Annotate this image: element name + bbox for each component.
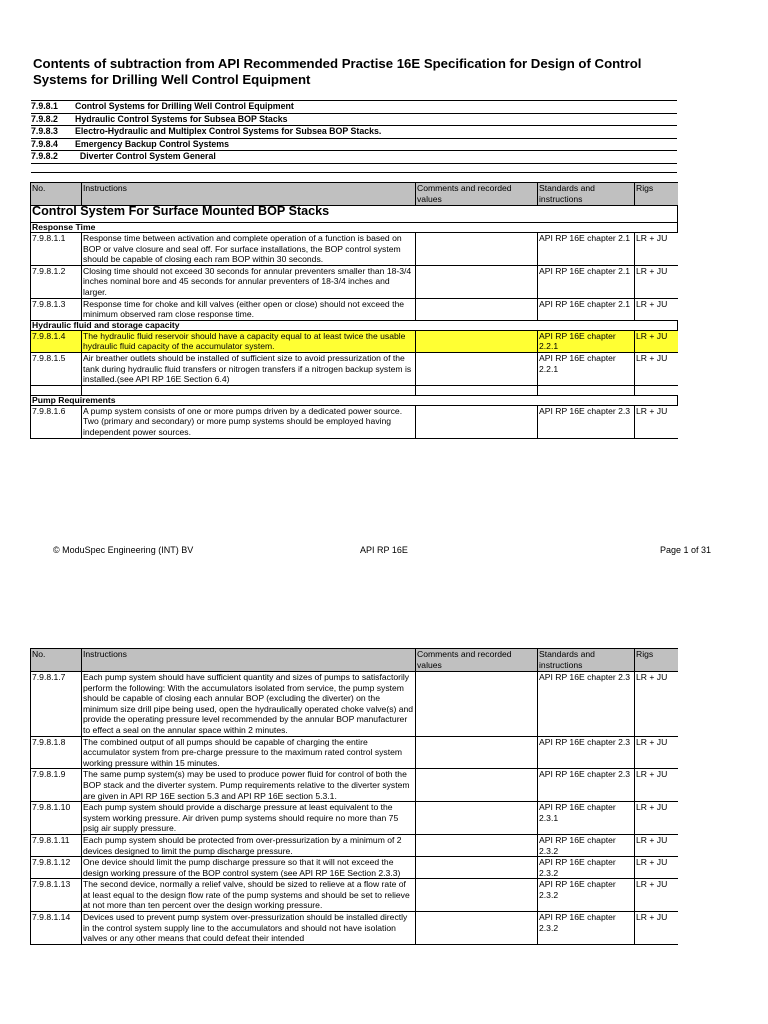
document-title: Contents of subtraction from API Recommended Practise 16E Specification for Design of Control Systems for Drilling Well Control Equipment bbox=[33, 56, 642, 87]
row-number: 7.9.8.1.7 bbox=[31, 672, 82, 737]
row-standard: API RP 16E chapter 2.3 bbox=[538, 769, 635, 802]
row-rigs: LR + JU bbox=[635, 857, 678, 879]
row-number: 7.9.8.1.3 bbox=[31, 298, 82, 320]
row-instruction: A pump system consists of one or more pumps driven by a dedicated power source. Two (primary and secondary) or more pump systems should be employed having independent power sources. bbox=[82, 405, 416, 438]
footer-document-name: API RP 16E bbox=[360, 545, 408, 555]
row-comments bbox=[416, 233, 538, 266]
table-row-highlighted bbox=[31, 330, 678, 352]
row-comments bbox=[416, 330, 538, 352]
row-rigs: LR + JU bbox=[635, 233, 678, 266]
row-standard: API RP 16E chapter 2.1 bbox=[538, 298, 635, 320]
table-row bbox=[31, 857, 678, 879]
row-rigs: LR + JU bbox=[635, 769, 678, 802]
row-comments bbox=[416, 405, 538, 438]
row-number: 7.9.8.1.5 bbox=[31, 352, 82, 385]
table-row bbox=[31, 672, 678, 737]
row-comments bbox=[416, 736, 538, 769]
section-title-row bbox=[31, 206, 678, 223]
table-of-contents bbox=[31, 100, 677, 164]
subheading-hydraulic-fluid: Hydraulic fluid and storage capacity bbox=[31, 320, 678, 330]
row-number: 7.9.8.1.13 bbox=[31, 879, 82, 912]
row-comments bbox=[416, 802, 538, 835]
header-no: No. bbox=[31, 649, 82, 672]
row-number: 7.9.8.1.1 bbox=[31, 233, 82, 266]
toc-row bbox=[31, 114, 677, 127]
row-standard: API RP 16E chapter 2.3.2 bbox=[538, 879, 635, 912]
row-instruction: Each pump system should be protected from over-pressurization by a minimum of 2 devices designed to limit the pump discharge pressure. bbox=[82, 834, 416, 856]
header-comments: Comments and recorded values bbox=[416, 183, 538, 206]
row-rigs: LR + JU bbox=[635, 672, 678, 737]
row-number: 7.9.8.1.2 bbox=[31, 265, 82, 298]
toc-number: 7.9.8.2 bbox=[31, 151, 58, 161]
toc-title: Electro-Hydraulic and Multiplex Control Systems for Subsea BOP Stacks. bbox=[75, 126, 382, 136]
blank-row bbox=[31, 385, 678, 395]
row-instruction: The second device, normally a relief valve, should be sized to relieve at a flow rate of at least equal to the design flow rate of the pump systems and should be set to relieve at not more than ten percent over the design working pressure. bbox=[82, 879, 416, 912]
row-number: 7.9.8.1.10 bbox=[31, 802, 82, 835]
header-no: No. bbox=[31, 183, 82, 206]
toc-number: 7.9.8.3 bbox=[31, 126, 58, 136]
header-rigs: Rigs bbox=[635, 649, 678, 672]
footer-copyright: © ModuSpec Engineering (INT) BV bbox=[53, 545, 194, 555]
row-instruction: One device should limit the pump discharge pressure so that it will not exceed the design working pressure of the BOP control system (see API RP 16E Section 2.3.3) bbox=[82, 857, 416, 879]
toc-title: Diverter Control System General bbox=[75, 151, 216, 161]
row-number: 7.9.8.1.11 bbox=[31, 834, 82, 856]
toc-number: 7.9.8.2 bbox=[31, 113, 58, 124]
row-number: 7.9.8.1.14 bbox=[31, 912, 82, 945]
row-rigs: LR + JU bbox=[635, 298, 678, 320]
toc-number: 7.9.8.1 bbox=[31, 101, 58, 111]
toc-row bbox=[31, 139, 677, 152]
table-row bbox=[31, 879, 678, 912]
row-comments bbox=[416, 672, 538, 737]
header-rigs: Rigs bbox=[635, 183, 678, 206]
row-standard: API RP 16E chapter 2.3.2 bbox=[538, 834, 635, 856]
row-rigs: LR + JU bbox=[635, 802, 678, 835]
row-standard: API RP 16E chapter 2.3.1 bbox=[538, 802, 635, 835]
toc-title: Control Systems for Drilling Well Control Equipment bbox=[75, 101, 294, 111]
row-number: 7.9.8.1.9 bbox=[31, 769, 82, 802]
toc-title: Emergency Backup Control Systems bbox=[75, 138, 229, 149]
table-row bbox=[31, 802, 678, 835]
table-header-row bbox=[31, 649, 678, 672]
row-instruction: Closing time should not exceed 30 seconds for annular preventers smaller than 18-3/4 inches nominal bore and 45 seconds for annular preventers of 18-3/4 inches and larger. bbox=[82, 265, 416, 298]
row-standard: API RP 16E chapter 2.2.1 bbox=[538, 330, 635, 352]
row-rigs: LR + JU bbox=[635, 405, 678, 438]
requirements-table-page-1 bbox=[30, 182, 678, 439]
header-instructions: Instructions bbox=[82, 649, 416, 672]
row-standard: API RP 16E chapter 2.1 bbox=[538, 265, 635, 298]
toc-row bbox=[31, 151, 677, 164]
row-rigs: LR + JU bbox=[635, 834, 678, 856]
subheading-response-time: Response Time bbox=[31, 223, 678, 233]
table-row bbox=[31, 352, 678, 385]
footer-page-number: Page 1 of 31 bbox=[660, 545, 712, 555]
table-row bbox=[31, 233, 678, 266]
table-row bbox=[31, 769, 678, 802]
row-comments bbox=[416, 298, 538, 320]
row-comments bbox=[416, 834, 538, 856]
header-standards: Standards and instructions bbox=[538, 183, 635, 206]
table-row bbox=[31, 736, 678, 769]
subheading-row bbox=[31, 223, 678, 233]
row-comments bbox=[416, 769, 538, 802]
row-number: 7.9.8.1.4 bbox=[31, 330, 82, 352]
row-standard: API RP 16E chapter 2.2.1 bbox=[538, 352, 635, 385]
row-rigs: LR + JU bbox=[635, 330, 678, 352]
row-standard: API RP 16E chapter 2.3 bbox=[538, 405, 635, 438]
row-instruction: Each pump system should have sufficient quantity and sizes of pumps to satisfactorily perform the following: With the accumulators isolated from service, the pump system should be capable of closing each annular BOP (excluding the diverter) on the minimum size drill pipe being used, open the hydraulically operated choke valve(s) and provide the operating pressure level recommended by the annular BOP manufacturer to effect a seal on the annular space within 2 minutes. bbox=[82, 672, 416, 737]
divider bbox=[31, 172, 677, 173]
requirements-table-page-2 bbox=[30, 648, 678, 945]
table-row bbox=[31, 912, 678, 945]
header-standards: Standards and instructions bbox=[538, 649, 635, 672]
row-number: 7.9.8.1.8 bbox=[31, 736, 82, 769]
toc-number: 7.9.8.4 bbox=[31, 138, 58, 149]
toc-title: Hydraulic Control Systems for Subsea BOP Stacks bbox=[75, 113, 288, 124]
table-row bbox=[31, 834, 678, 856]
row-number: 7.9.8.1.6 bbox=[31, 405, 82, 438]
row-standard: API RP 16E chapter 2.3.2 bbox=[538, 912, 635, 945]
table-row bbox=[31, 265, 678, 298]
row-standard: API RP 16E chapter 2.3 bbox=[538, 736, 635, 769]
subheading-row bbox=[31, 320, 678, 330]
row-comments bbox=[416, 912, 538, 945]
table-row bbox=[31, 405, 678, 438]
row-standard: API RP 16E chapter 2.3.2 bbox=[538, 857, 635, 879]
row-rigs: LR + JU bbox=[635, 736, 678, 769]
row-comments bbox=[416, 857, 538, 879]
toc-row bbox=[31, 101, 677, 114]
header-comments: Comments and recorded values bbox=[416, 649, 538, 672]
row-instruction: The same pump system(s) may be used to produce power fluid for control of both the BOP stack and the diverter system. Pump requirements relative to the diverter system are given in API RP 16E section 5.3 and API RP 16E section 5.3.1. bbox=[82, 769, 416, 802]
row-rigs: LR + JU bbox=[635, 352, 678, 385]
toc-row bbox=[31, 126, 677, 139]
row-instruction: The combined output of all pumps should be capable of charging the entire accumulator system from pre-charge pressure to the maximum rated control system working pressure within 15 minutes. bbox=[82, 736, 416, 769]
row-rigs: LR + JU bbox=[635, 912, 678, 945]
row-standard: API RP 16E chapter 2.1 bbox=[538, 233, 635, 266]
header-instructions: Instructions bbox=[82, 183, 416, 206]
table-row bbox=[31, 298, 678, 320]
row-rigs: LR + JU bbox=[635, 879, 678, 912]
section-title: Control System For Surface Mounted BOP Stacks bbox=[31, 206, 678, 223]
row-comments bbox=[416, 879, 538, 912]
row-standard: API RP 16E chapter 2.3 bbox=[538, 672, 635, 737]
table-header-row bbox=[31, 183, 678, 206]
row-comments bbox=[416, 352, 538, 385]
row-comments bbox=[416, 265, 538, 298]
row-instruction: Devices used to prevent pump system over-pressurization should be installed directly in the control system supply line to the accumulators and should not have isolation valves or any other means that could defeat their intended bbox=[82, 912, 416, 945]
subheading-row bbox=[31, 395, 678, 405]
subheading-pump-requirements: Pump Requirements bbox=[31, 395, 678, 405]
row-instruction: Response time between activation and complete operation of a function is based on BOP or valve closure and seal off. For surface installations, the BOP control system should be capable of closing each ram BOP within 30 seconds. bbox=[82, 233, 416, 266]
row-number: 7.9.8.1.12 bbox=[31, 857, 82, 879]
row-instruction: Each pump system should provide a discharge pressure at least equivalent to the system working pressure. Air driven pump systems should require no more than 75 psig air supply pressure. bbox=[82, 802, 416, 835]
row-instruction: The hydraulic fluid reservoir should have a capacity equal to at least twice the usable hydraulic fluid capacity of the accumulator system. bbox=[82, 330, 416, 352]
row-rigs: LR + JU bbox=[635, 265, 678, 298]
row-instruction: Response time for choke and kill valves (either open or close) should not exceed the minimum observed ram close response time. bbox=[82, 298, 416, 320]
row-instruction: Air breather outlets should be installed of sufficient size to avoid pressurization of the tank during hydraulic fluid transfers or nitrogen transfers if a nitrogen backup system is installed.(see API RP 16E Section 6.4) bbox=[82, 352, 416, 385]
